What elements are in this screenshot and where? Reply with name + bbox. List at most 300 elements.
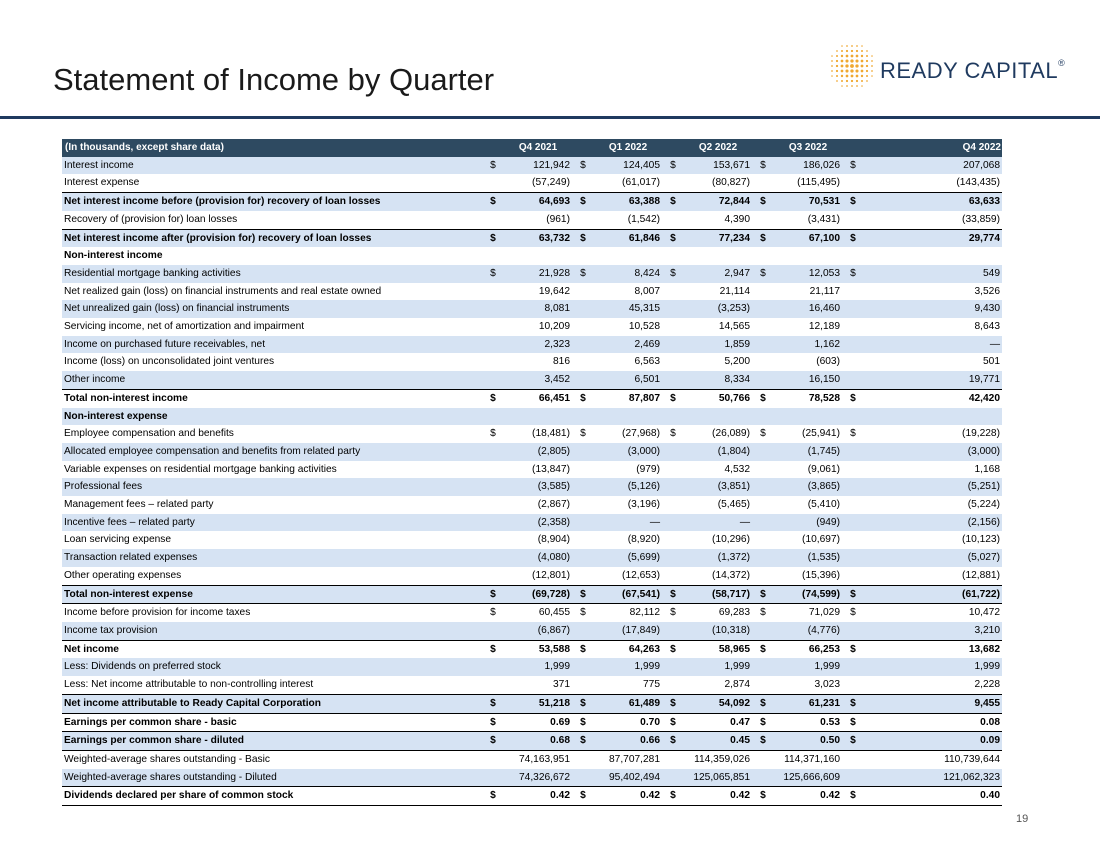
- cell-value: 0.40: [864, 787, 1002, 806]
- dollar-sign: $: [752, 604, 774, 622]
- cell-value: (1,542): [627, 213, 660, 225]
- table-row: [62, 443, 1002, 461]
- cell-value: (603): [816, 356, 840, 368]
- cell-value: 0.42: [774, 787, 842, 806]
- cell-value: (5,465): [717, 499, 750, 511]
- cell-value: 54,092: [684, 694, 752, 713]
- table-row: [62, 425, 1002, 443]
- dollar-sign: $: [752, 229, 774, 247]
- row-label: Net income: [62, 640, 482, 658]
- dollar-sign: [482, 750, 504, 768]
- cell-value: 42,420: [864, 389, 1002, 407]
- row-label: Interest income: [62, 157, 482, 175]
- dollar-sign: [662, 211, 684, 229]
- cell-value: (58,717): [684, 585, 752, 604]
- dollar-sign: [482, 769, 504, 787]
- dollar-sign: [572, 514, 594, 532]
- dollar-sign: [572, 531, 594, 549]
- row-label: Earnings per common share - diluted: [62, 732, 482, 751]
- cell-value: 114,359,026: [694, 753, 750, 765]
- dollar-sign: [842, 318, 864, 336]
- logo-dot: [856, 45, 858, 47]
- logo-dot: [861, 60, 864, 63]
- cell-value: (5,251): [864, 478, 1002, 496]
- cell-value: 13,682: [864, 640, 1002, 658]
- cell-value: 8,334: [684, 371, 752, 389]
- cell-value: (12,653): [622, 569, 660, 581]
- table-row: [62, 211, 1002, 229]
- dollar-sign: [662, 174, 684, 192]
- row-label: Management fees – related party: [64, 499, 214, 511]
- dollar-sign: [482, 283, 504, 301]
- logo-dot: [866, 75, 868, 77]
- logo-dot: [846, 80, 848, 82]
- logo-dot: [836, 70, 838, 72]
- table-row: [62, 658, 1002, 676]
- cell-value: 186,026: [774, 157, 842, 175]
- cell-value: (10,123): [962, 534, 1000, 546]
- cell-value: 61,489: [594, 694, 662, 713]
- logo-dot: [866, 60, 868, 62]
- dollar-sign: $: [572, 265, 594, 283]
- dollar-sign: [482, 174, 504, 192]
- cell-value: (17,849): [594, 622, 662, 640]
- dollar-sign: [752, 496, 774, 514]
- header-q2-2022: Q2 2022: [684, 139, 752, 157]
- cell-value: 21,928: [504, 265, 572, 283]
- dollar-sign: $: [662, 640, 684, 658]
- table-row: [62, 283, 1002, 301]
- row-label: Allocated employee compensation and benefits from related party: [62, 443, 482, 461]
- logo-dot: [866, 70, 868, 72]
- dollar-sign: $: [482, 713, 504, 732]
- dollar-sign: [572, 676, 594, 694]
- dollar-sign: [842, 211, 864, 229]
- table-row: [62, 750, 1002, 768]
- cell-value: 50,766: [684, 389, 752, 407]
- dollar-sign: [752, 549, 774, 567]
- table-row: [62, 408, 1002, 426]
- logo-dot: [841, 50, 843, 52]
- dollar-sign: [482, 336, 504, 354]
- dollar-sign: [662, 567, 684, 585]
- page-title: Statement of Income by Quarter: [53, 62, 495, 97]
- dollar-sign: [572, 769, 594, 787]
- cell-value: 125,666,609: [774, 769, 842, 787]
- dollar-sign: $: [572, 585, 594, 604]
- logo-dot: [866, 80, 868, 82]
- dollar-sign: [842, 247, 864, 265]
- cell-value: (27,968): [622, 428, 660, 440]
- cell-value: (8,904): [537, 534, 570, 546]
- cell-value: —: [684, 514, 752, 532]
- dollar-sign: $: [662, 585, 684, 604]
- dollar-sign: [842, 769, 864, 787]
- cell-value: 12,189: [808, 321, 840, 333]
- logo-dot: [836, 80, 838, 82]
- logo-dot: [841, 85, 843, 87]
- dollar-sign: $: [842, 265, 864, 283]
- table-row: [62, 336, 1002, 354]
- dollar-sign: [482, 353, 504, 371]
- cell-value: (6,867): [504, 622, 572, 640]
- cell-value: 63,633: [864, 193, 1002, 211]
- logo-dot: [871, 55, 873, 57]
- page-number: 19: [1016, 813, 1029, 825]
- dollar-sign: [752, 514, 774, 532]
- dollar-sign: [572, 496, 594, 514]
- logo-dot: [831, 60, 833, 62]
- row-label: Other income: [62, 371, 482, 389]
- cell-value: 10,472: [864, 604, 1002, 622]
- cell-value: 95,402,494: [594, 769, 662, 787]
- logo-dot: [866, 55, 868, 57]
- logo-dot: [846, 50, 848, 52]
- dollar-sign: [482, 247, 504, 265]
- cell-value: (3,000): [864, 443, 1002, 461]
- cell-value: 6,563: [634, 356, 660, 368]
- cell-value: 125,065,851: [684, 769, 752, 787]
- cell-value: (12,881): [962, 569, 1000, 581]
- table-row: [62, 732, 1002, 751]
- dollar-sign: [662, 622, 684, 640]
- cell-value: 14,565: [718, 321, 750, 333]
- cell-value: 0.70: [594, 713, 662, 732]
- cell-value: 549: [864, 265, 1002, 283]
- cell-value: (1,745): [774, 443, 842, 461]
- logo-dot: [861, 80, 863, 82]
- cell-value: 64,263: [594, 640, 662, 658]
- dollar-sign: [572, 336, 594, 354]
- dollar-sign: $: [572, 640, 594, 658]
- table-row: [62, 461, 1002, 479]
- logo-dot: [836, 60, 838, 62]
- dollar-sign: [572, 300, 594, 318]
- cell-value: 0.42: [504, 787, 572, 806]
- cell-value: 121,942: [504, 157, 572, 175]
- dollar-sign: $: [490, 428, 496, 440]
- logo-dot: [871, 75, 873, 77]
- table-row: [62, 247, 1002, 265]
- dollar-sign: [842, 408, 864, 426]
- logo-dot: [841, 75, 843, 77]
- cell-value: 82,112: [594, 604, 662, 622]
- cell-value: 114,371,160: [784, 753, 840, 765]
- cell-value: 0.47: [684, 713, 752, 732]
- dollar-sign: [662, 549, 684, 567]
- dollar-sign: $: [850, 428, 856, 440]
- cell-value: (10,697): [802, 534, 840, 546]
- logo-dot: [871, 70, 873, 72]
- dollar-sign: [842, 676, 864, 694]
- cell-value: (979): [636, 463, 660, 475]
- logo-dot: [841, 45, 843, 47]
- logo-dot: [836, 65, 838, 67]
- cell-value: (67,541): [594, 585, 662, 604]
- row-label: Earnings per common share - basic: [62, 713, 482, 732]
- dollar-sign: [572, 408, 594, 426]
- table-row: [62, 157, 1002, 175]
- row-label: Variable expenses on residential mortgage banking activities: [64, 463, 337, 475]
- cell-value: (12,801): [532, 569, 570, 581]
- dollar-sign: $: [482, 732, 504, 751]
- dollar-sign: [662, 461, 684, 479]
- cell-value: [594, 408, 662, 426]
- cell-value: 21,114: [719, 285, 750, 297]
- dollar-sign: $: [662, 713, 684, 732]
- dollar-sign: $: [572, 157, 594, 175]
- dollar-sign: [572, 443, 594, 461]
- table-row: [62, 389, 1002, 407]
- cell-value: 2,228: [974, 679, 1000, 691]
- cell-value: 1,999: [594, 658, 662, 676]
- logo-dot: [856, 80, 858, 82]
- dollar-sign: [752, 531, 774, 549]
- cell-value: 775: [643, 679, 660, 691]
- cell-value: (1,804): [684, 443, 752, 461]
- dollar-sign: [662, 283, 684, 301]
- dollar-sign: [482, 658, 504, 676]
- cell-value: 207,068: [864, 157, 1002, 175]
- cell-value: (1,372): [684, 549, 752, 567]
- table-row: [62, 531, 1002, 549]
- cell-value: 8,007: [634, 285, 660, 297]
- row-label: Weighted-average shares outstanding - Diluted: [62, 769, 482, 787]
- cell-value: (33,859): [962, 213, 1000, 225]
- dollar-sign: $: [662, 694, 684, 713]
- dollar-sign: [572, 353, 594, 371]
- dollar-sign: [842, 300, 864, 318]
- cell-value: 2,874: [724, 679, 750, 691]
- logo-dot: [851, 75, 854, 78]
- logo-dot: [871, 60, 873, 62]
- cell-value: 8,081: [504, 300, 572, 318]
- dollar-sign: $: [482, 640, 504, 658]
- cell-value: 1,999: [864, 658, 1002, 676]
- dollar-sign: [572, 658, 594, 676]
- row-label: Employee compensation and benefits: [64, 428, 234, 440]
- logo-dot: [846, 45, 848, 47]
- cell-value: 64,693: [504, 193, 572, 211]
- dollar-sign: [662, 443, 684, 461]
- cell-value: 0.42: [684, 787, 752, 806]
- logo-dot: [850, 64, 854, 68]
- logo-dot: [861, 45, 863, 47]
- cell-value: (10,296): [712, 534, 750, 546]
- table-row: [62, 585, 1002, 604]
- dollar-sign: $: [752, 694, 774, 713]
- dollar-sign: [752, 371, 774, 389]
- logo-dot: [851, 50, 853, 52]
- dollar-sign: [482, 461, 504, 479]
- row-label: Professional fees: [62, 478, 482, 496]
- dollar-sign: [572, 318, 594, 336]
- cell-value: 77,234: [684, 229, 752, 247]
- dollar-sign: $: [752, 585, 774, 604]
- cell-value: 66,253: [774, 640, 842, 658]
- dollar-sign: $: [842, 229, 864, 247]
- logo-dot: [841, 70, 844, 73]
- table-row: [62, 174, 1002, 192]
- dollar-sign: [842, 478, 864, 496]
- logo-dot: [871, 65, 873, 67]
- cell-value: (143,435): [956, 177, 1000, 189]
- dollar-sign: [842, 174, 864, 192]
- cell-value: 78,528: [774, 389, 842, 407]
- dollar-sign: $: [572, 193, 594, 211]
- dollar-sign: [572, 283, 594, 301]
- dollar-sign: $: [662, 157, 684, 175]
- dollar-sign: $: [482, 229, 504, 247]
- cell-value: 1,859: [684, 336, 752, 354]
- cell-value: 8,424: [594, 265, 662, 283]
- dollar-sign: $: [662, 787, 684, 806]
- dollar-sign: $: [482, 193, 504, 211]
- cell-value: 60,455: [504, 604, 572, 622]
- row-label: Weighted-average shares outstanding - Basic: [64, 753, 270, 765]
- cell-value: 124,405: [594, 157, 662, 175]
- cell-value: (5,410): [807, 499, 840, 511]
- dollar-sign: $: [752, 389, 774, 407]
- dollar-sign: [662, 676, 684, 694]
- logo-dot: [861, 75, 863, 77]
- cell-value: 501: [983, 356, 1000, 368]
- row-label: Dividends declared per share of common stock: [62, 787, 482, 806]
- dollar-sign: [662, 750, 684, 768]
- dollar-sign: $: [482, 787, 504, 806]
- cell-value: (15,396): [802, 569, 840, 581]
- dollar-sign: $: [662, 265, 684, 283]
- logo-dot: [841, 80, 843, 82]
- cell-value: (2,867): [537, 499, 570, 511]
- dollar-sign: $: [572, 787, 594, 806]
- dollar-sign: [572, 461, 594, 479]
- dollar-sign: [752, 336, 774, 354]
- dollar-sign: [482, 514, 504, 532]
- dollar-sign: $: [572, 229, 594, 247]
- cell-value: (61,722): [864, 585, 1002, 604]
- cell-value: (3,851): [684, 478, 752, 496]
- row-label: Loan servicing expense: [64, 534, 172, 546]
- dollar-sign: [482, 300, 504, 318]
- dollar-sign: [842, 658, 864, 676]
- dollar-sign: [752, 174, 774, 192]
- dollar-sign: [842, 567, 864, 585]
- dollar-sign: $: [842, 694, 864, 713]
- cell-value: 74,163,951: [519, 753, 570, 765]
- cell-value: 1,999: [684, 658, 752, 676]
- cell-value: 61,846: [594, 229, 662, 247]
- cell-value: (69,728): [504, 585, 572, 604]
- dollar-sign: [842, 531, 864, 549]
- row-label: Income tax provision: [62, 622, 482, 640]
- table-row: [62, 769, 1002, 787]
- dollar-sign: $: [752, 193, 774, 211]
- dollar-sign: [662, 247, 684, 265]
- cell-value: 6,501: [594, 371, 662, 389]
- logo-dot: [836, 75, 838, 77]
- dollar-sign: [482, 211, 504, 229]
- dollar-sign: [752, 622, 774, 640]
- cell-value: 45,315: [594, 300, 662, 318]
- title-divider: [0, 116, 1100, 119]
- dollar-sign: [752, 750, 774, 768]
- table-row: [62, 514, 1002, 532]
- dollar-sign: [482, 567, 504, 585]
- dollar-sign: [842, 371, 864, 389]
- row-label: Non-interest income: [64, 250, 163, 262]
- logo-dot: [831, 55, 833, 57]
- logo-dot: [851, 55, 854, 58]
- cell-value: —: [864, 336, 1002, 354]
- dollar-sign: $: [842, 787, 864, 806]
- cell-value: 87,707,281: [609, 753, 660, 765]
- dollar-sign: [662, 531, 684, 549]
- table-row: [62, 567, 1002, 585]
- row-label: Incentive fees – related party: [62, 514, 482, 532]
- logo-dot: [836, 55, 838, 57]
- table-row: [62, 318, 1002, 336]
- logo-dot: [850, 69, 853, 72]
- row-label: Recovery of (provision for) loan losses: [64, 213, 238, 225]
- logo-dot: [861, 85, 863, 87]
- cell-value: 74,326,672: [504, 769, 572, 787]
- cell-value: 66,451: [504, 389, 572, 407]
- dollar-sign: [572, 567, 594, 585]
- table-row: [62, 787, 1002, 806]
- logo-dot: [841, 65, 844, 68]
- dollar-sign: $: [662, 604, 684, 622]
- cell-value: 72,844: [684, 193, 752, 211]
- dollar-sign: [482, 676, 504, 694]
- dollar-sign: [572, 371, 594, 389]
- cell-value: 0.08: [864, 713, 1002, 732]
- cell-value: (3,000): [594, 443, 662, 461]
- cell-value: 63,732: [504, 229, 572, 247]
- table-row: [62, 496, 1002, 514]
- table-row: [62, 371, 1002, 389]
- dollar-sign: [752, 211, 774, 229]
- dollar-sign: $: [662, 229, 684, 247]
- dollar-sign: [482, 478, 504, 496]
- cell-value: 3,526: [974, 285, 1000, 297]
- cell-value: 121,062,323: [864, 769, 1002, 787]
- table-row: [62, 694, 1002, 713]
- logo-dot: [855, 64, 858, 67]
- logo-dot: [845, 69, 848, 72]
- dollar-sign: $: [572, 694, 594, 713]
- cell-value: [594, 247, 662, 265]
- dollar-sign: $: [842, 389, 864, 407]
- cell-value: 0.69: [504, 713, 572, 732]
- logo-dot: [831, 75, 833, 77]
- logo-dot: [861, 55, 863, 57]
- dollar-sign: [752, 567, 774, 585]
- dollar-sign: $: [662, 193, 684, 211]
- dollar-sign: [482, 408, 504, 426]
- cell-value: 816: [553, 356, 570, 368]
- table-row: [62, 353, 1002, 371]
- dollar-sign: [752, 676, 774, 694]
- cell-value: (57,249): [532, 177, 570, 189]
- cell-value: (949): [774, 514, 842, 532]
- cell-value: (5,224): [967, 499, 1000, 511]
- logo-dot: [856, 55, 859, 58]
- cell-value: 9,455: [864, 694, 1002, 713]
- dollar-sign: $: [752, 265, 774, 283]
- cell-value: (9,061): [807, 463, 840, 475]
- cell-value: 69,283: [684, 604, 752, 622]
